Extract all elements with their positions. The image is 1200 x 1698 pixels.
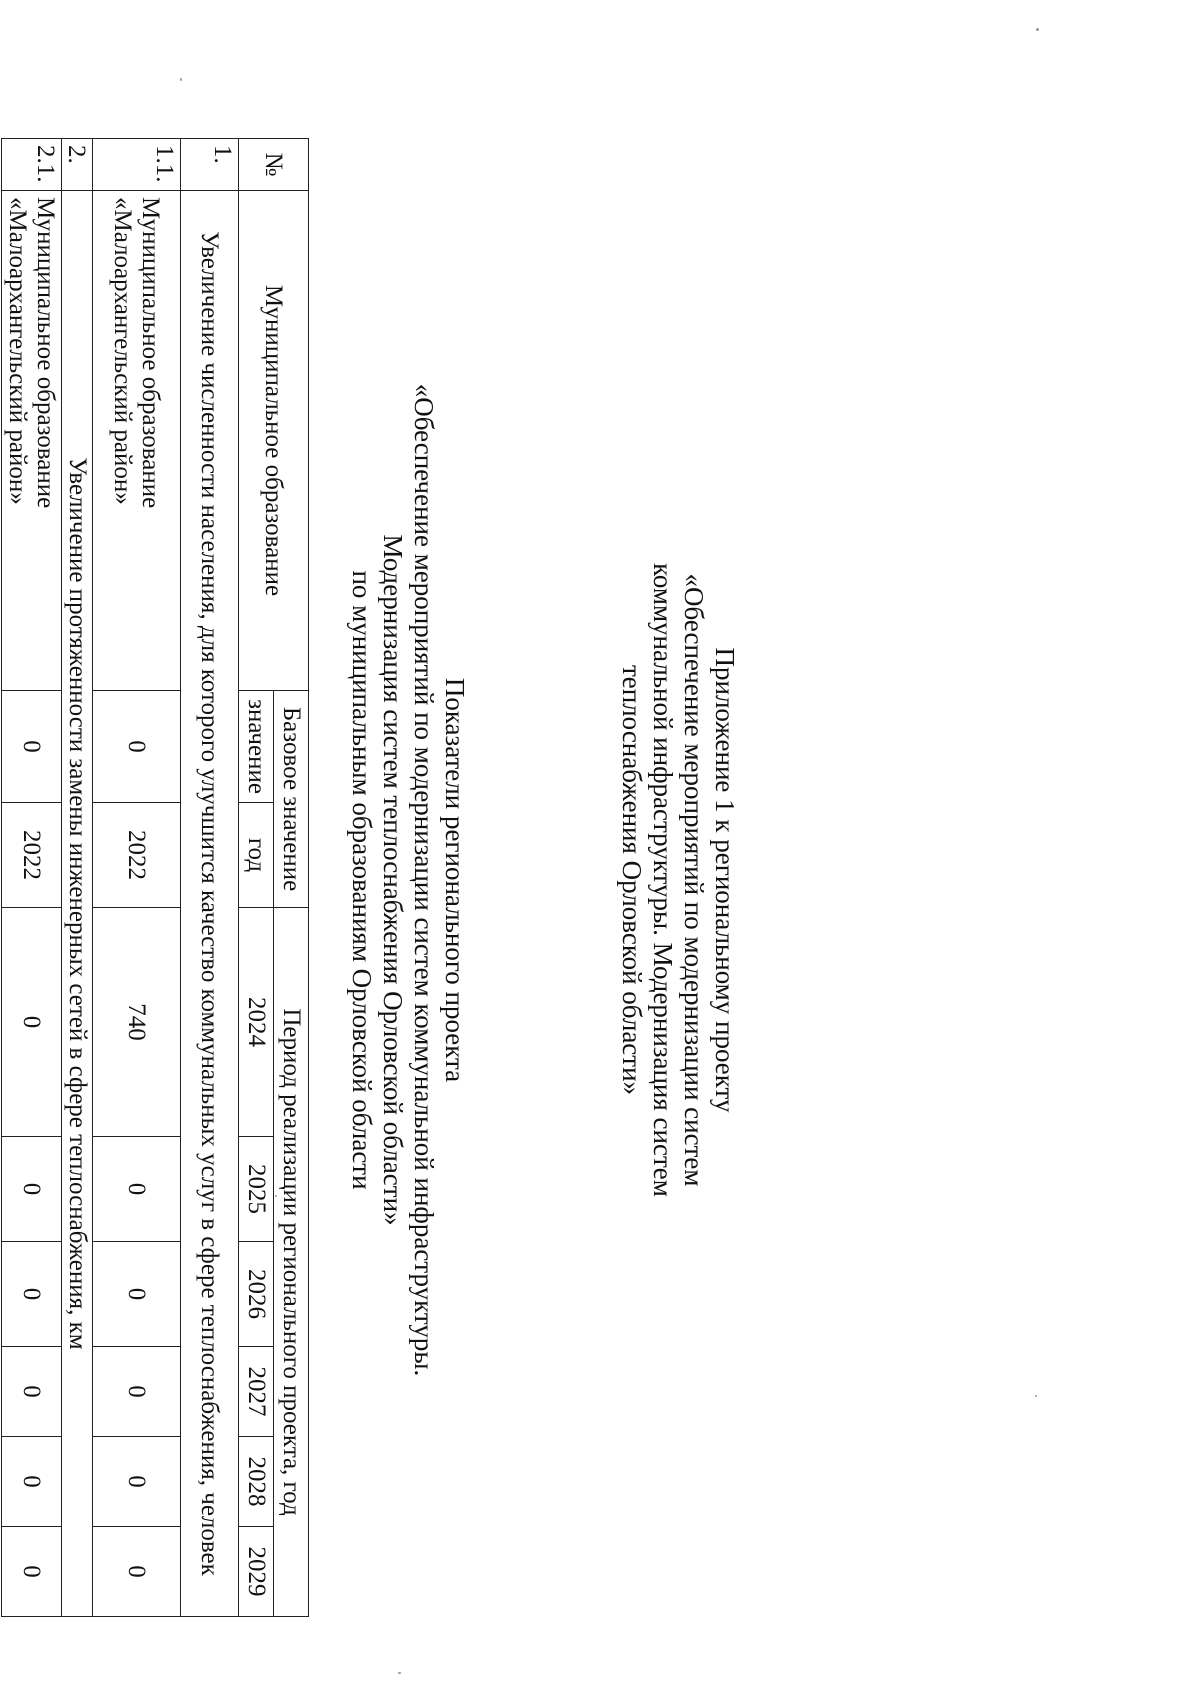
section-title: Увеличение протяженности замены инженерных сетей в сфере теплоснабжения, км [62,191,93,1617]
scan-speck [398,1672,401,1674]
year-value-cell: 0 [2,1437,62,1527]
year-value-cell: 0 [2,1137,62,1242]
base-value-cell: 0 [93,691,181,803]
year-value-cell: 0 [2,1347,62,1437]
section-row [181,139,239,1617]
col-header-year: 2024 [239,908,274,1137]
year-value-cell: 0 [93,1137,181,1242]
row-number: 2.1. [2,139,62,191]
municipality-cell: Муниципальное образование «Малоархангельский район» [2,191,62,691]
col-header-base-year: год [239,803,274,908]
scan-speck [1035,1395,1037,1397]
appendix-line: коммунальной инфраструктуры. Модернизация систем [648,563,678,1197]
year-value-cell: 0 [93,1527,181,1617]
appendix-line: Приложение 1 к региональному проекту [710,647,740,1113]
heading-line: Показатели регионального проекта [440,677,470,1083]
section-number: 2. [62,139,93,191]
col-header-year: 2029 [239,1527,274,1617]
appendix-note [616,120,740,1640]
section-row [62,139,93,1617]
heading-line: по муниципальным образованиям Орловской области [347,570,377,1190]
col-header-base-group: Базовое значение [274,691,309,908]
header-row [274,139,309,1617]
col-header-year: 2027 [239,1347,274,1437]
col-header-base-value: значение [239,691,274,803]
col-header-year: 2026 [239,1242,274,1347]
municipality-cell: Муниципальное образование «Малоархангельский район» [93,191,181,691]
table-row [93,139,181,1617]
col-header-municipality: Муниципальное образование [239,191,309,691]
col-header-number: № [239,139,309,191]
base-value-cell: 0 [2,691,62,803]
scan-speck [180,78,182,81]
col-header-year: 2025 [239,1137,274,1242]
year-value-cell: 0 [93,1347,181,1437]
base-year-cell: 2022 [2,803,62,908]
section-number: 1. [181,139,239,191]
year-value-cell: 0 [93,1242,181,1347]
section-title: Увеличение численности населения, для которого улучшится качество коммунальных услуг в сфере теплоснабжения, человек [181,191,239,1617]
document-heading [346,120,470,1640]
appendix-line: «Обеспечение мероприятий по модернизации систем [679,573,709,1187]
heading-line: Модернизация систем теплоснабжения Орловской области» [378,534,408,1226]
year-value-cell: 0 [2,908,62,1137]
table-row [2,139,62,1617]
scan-speck [1036,28,1039,31]
indicators-table [1,138,309,1617]
rotated-landscape-page [0,120,800,1640]
year-value-cell: 0 [2,1527,62,1617]
col-header-year: 2028 [239,1437,274,1527]
year-value-cell: 740 [93,908,181,1137]
col-header-period-group: Период реализации регионального проекта, год [274,908,309,1617]
row-number: 1.1. [93,139,181,191]
appendix-line: теплоснабжения Орловской области» [617,664,647,1096]
year-value-cell: 0 [2,1242,62,1347]
year-value-cell: 0 [93,1437,181,1527]
heading-line: «Обеспечение мероприятий по модернизации систем коммунальной инфраструктуры. [409,383,439,1377]
base-year-cell: 2022 [93,803,181,908]
